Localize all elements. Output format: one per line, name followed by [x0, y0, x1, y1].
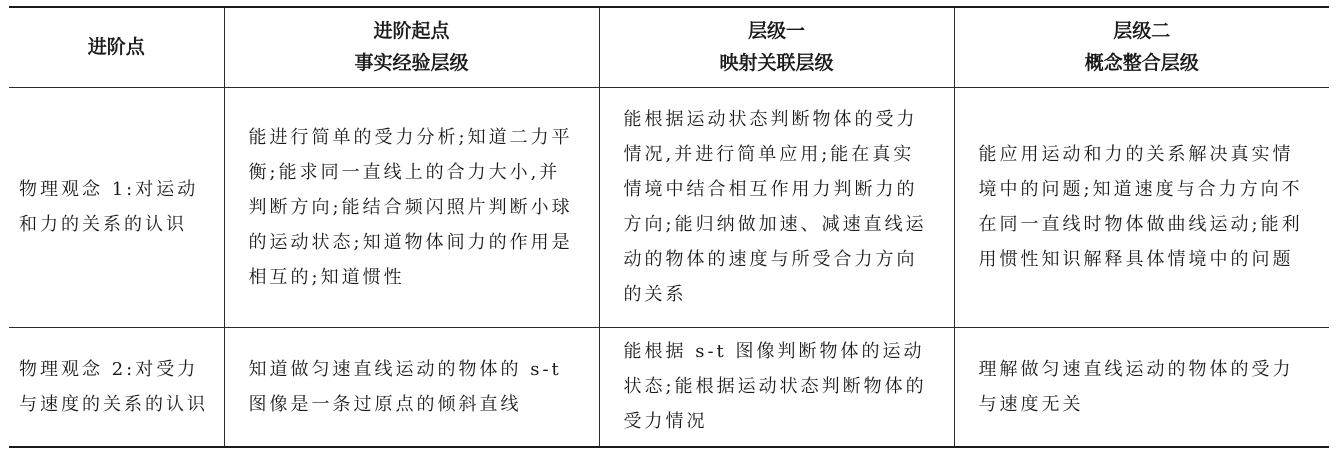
header-progression-point-label: 进阶点: [87, 36, 145, 59]
cell-progression-point: 物理观念 1:对运动和力的关系的认识: [9, 87, 224, 327]
header-level-two: [954, 7, 1329, 87]
header-level-one-line2: 映射关联层级: [719, 52, 834, 75]
header-starting-point: [224, 7, 599, 87]
header-level-two-line2: 概念整合层级: [1084, 52, 1199, 75]
header-progression-point: [9, 7, 224, 87]
cell-progression-point: 物理观念 2:对受力与速度的关系的认识: [9, 327, 224, 447]
header-starting-point-line2: 事实经验层级: [354, 52, 469, 75]
cell-level-two: 能应用运动和力的关系解决真实情境中的问题;知道速度与合力方向不在同一直线时物体做曲线运动;能利用惯性知识解释具体情境中的问题: [954, 87, 1329, 327]
table-row: [9, 87, 1329, 327]
progression-table-container: [9, 6, 1329, 446]
cell-level-one: 能根据 s-t 图像判断物体的运动状态;能根据运动状态判断物体的受力情况: [599, 327, 954, 447]
header-starting-point-line1: 进阶起点: [373, 20, 450, 43]
table-body: [9, 87, 1329, 447]
cell-level-one: 能根据运动状态判断物体的受力情况,并进行简单应用;能在真实情境中结合相互作用力判断力的方向;能归纳做加速、减速直线运动的物体的速度与所受合力方向的关系: [599, 87, 954, 327]
progression-table: [9, 6, 1329, 448]
header-level-one-line1: 层级一: [747, 20, 805, 43]
cell-starting-point: 知道做匀速直线运动的物体的 s-t 图像是一条过原点的倾斜直线: [224, 327, 599, 447]
header-row: [9, 7, 1329, 87]
table-header: [9, 7, 1329, 87]
cell-starting-point: 能进行简单的受力分析;知道二力平衡;能求同一直线上的合力大小,并判断方向;能结合频闪照片判断小球的运动状态;知道物体间力的作用是相互的;知道惯性: [224, 87, 599, 327]
header-level-two-line1: 层级二: [1113, 20, 1171, 43]
header-level-one: [599, 7, 954, 87]
table-row: [9, 327, 1329, 447]
cell-level-two: 理解做匀速直线运动的物体的受力与速度无关: [954, 327, 1329, 447]
